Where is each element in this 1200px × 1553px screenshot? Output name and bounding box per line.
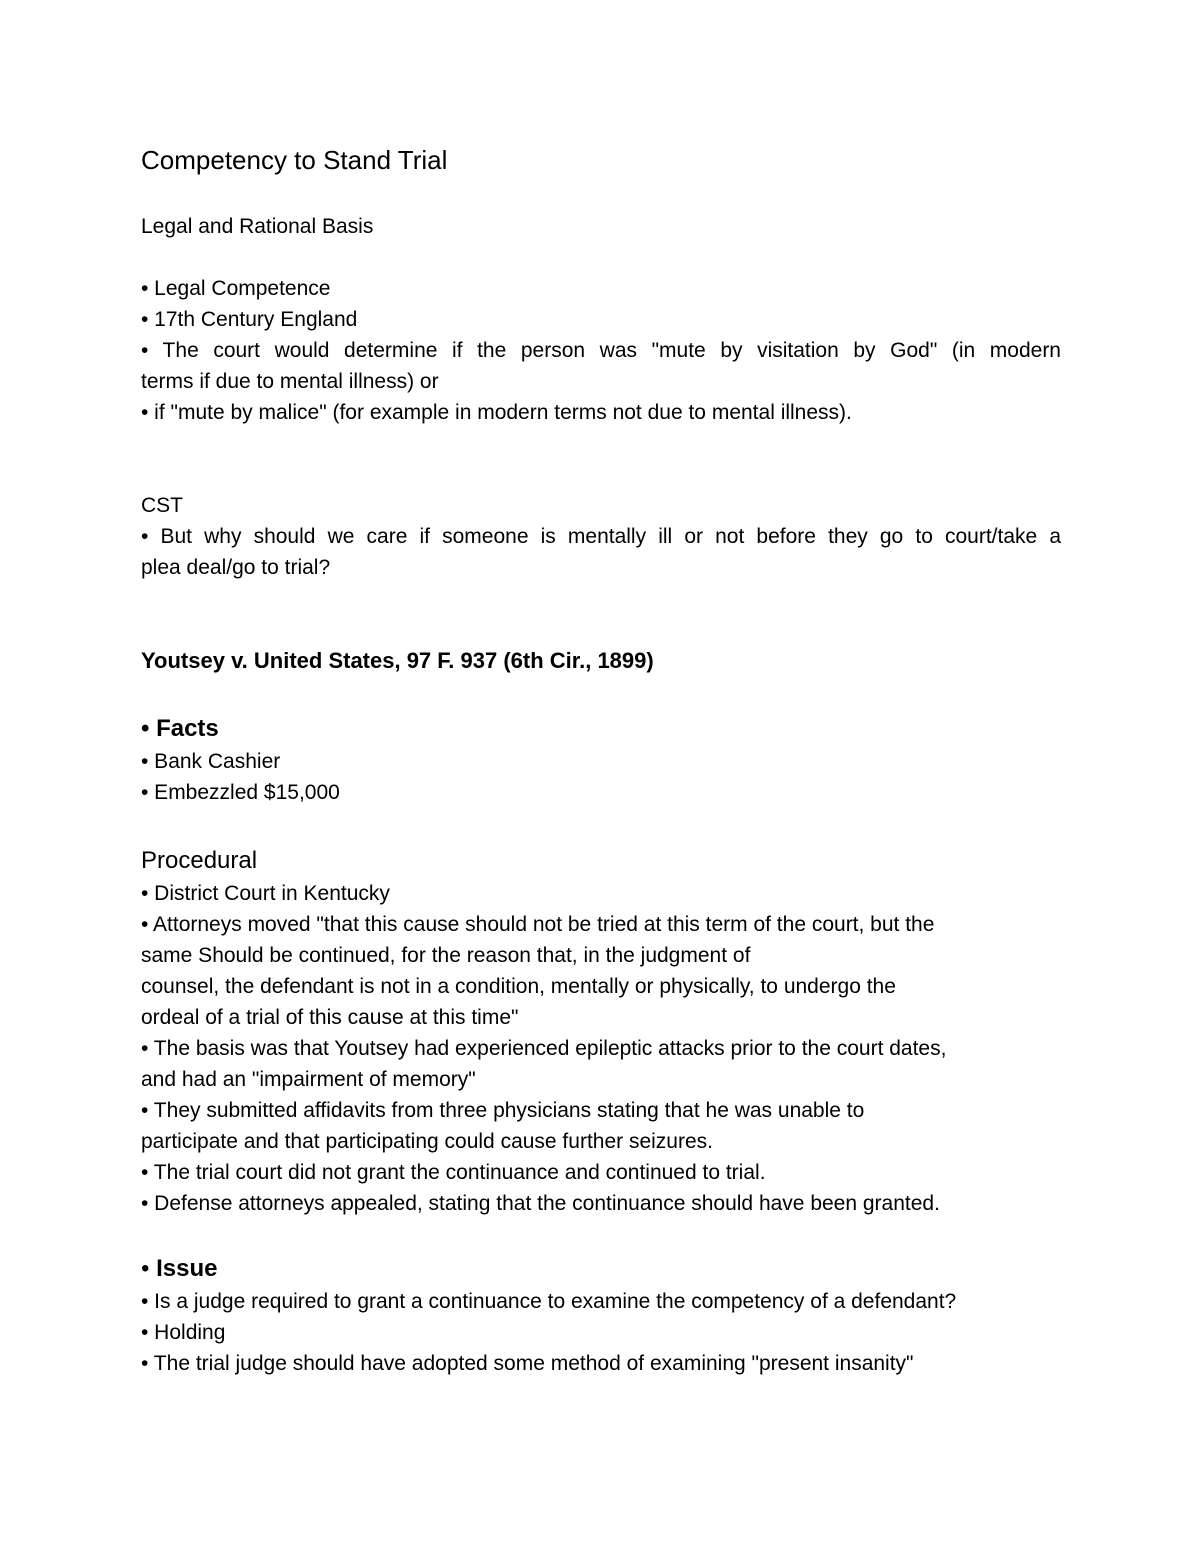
list-item: • if "mute by malice" (for example in modern terms not due to mental illness). [141,401,852,424]
list-item: • Defense attorneys appealed, stating that the continuance should have been granted. [141,1192,940,1215]
list-item: • They submitted affidavits from three physicians stating that he was unable to [141,1099,865,1122]
procedural-section [141,844,1061,1219]
list-item: and had an "impairment of memory" [141,1068,476,1091]
list-item: participate and that participating could cause further seizures. [141,1130,713,1153]
list-item: same Should be continued, for the reason that, in the judgment of [141,944,751,967]
list-item: terms if due to mental illness) or [141,370,439,393]
heading-text: Issue [156,1255,218,1282]
list-item: • The trial court did not grant the continuance and continued to trial. [141,1161,766,1184]
document-body [141,140,1061,1379]
section-heading: • Facts [141,715,219,742]
list-item: • Attorneys moved "that this cause should not be tried at this term of the court, but the [141,913,935,936]
heading-bullet: • [141,1255,157,1282]
list-item: • Holding [141,1321,226,1344]
list-item: • But why should we care if someone is mentally ill or not before they go to court/take a [141,525,1061,548]
section-heading: Procedural [141,847,258,874]
list-item: • District Court in Kentucky [141,882,390,905]
list-item: • Is a judge required to grant a continuance to examine the competency of a defendant? [141,1290,957,1313]
cst-section [141,490,1061,583]
section-heading [141,1252,1061,1286]
list-item: • The basis was that Youtsey had experienced epileptic attacks prior to the court dates, [141,1037,947,1060]
section-heading: CST [141,494,183,517]
list-item: counsel, the defendant is not in a condition, mentally or physically, to undergo the [141,975,896,998]
list-item: • Embezzled $15,000 [141,781,340,804]
list-item: plea deal/go to trial? [141,556,331,579]
list-item: ordeal of a trial of this cause at this time" [141,1006,519,1029]
list-item: • The court would determine if the person was "mute by visitation by God" (in modern [141,339,1061,362]
list-item: • The trial judge should have adopted some method of examining "present insanity" [141,1352,914,1375]
page-title: Competency to Stand Trial [141,145,448,175]
facts-section [141,712,1061,808]
issue-section [141,1252,1061,1379]
case-title: Youtsey v. United States, 97 F. 937 (6th Cir., 1899) [141,648,654,673]
list-item: • Legal Competence [141,277,331,300]
list-item: • Bank Cashier [141,750,281,773]
intro-list [141,273,1061,428]
subtitle: Legal and Rational Basis [141,215,374,238]
list-item: • 17th Century England [141,308,358,331]
